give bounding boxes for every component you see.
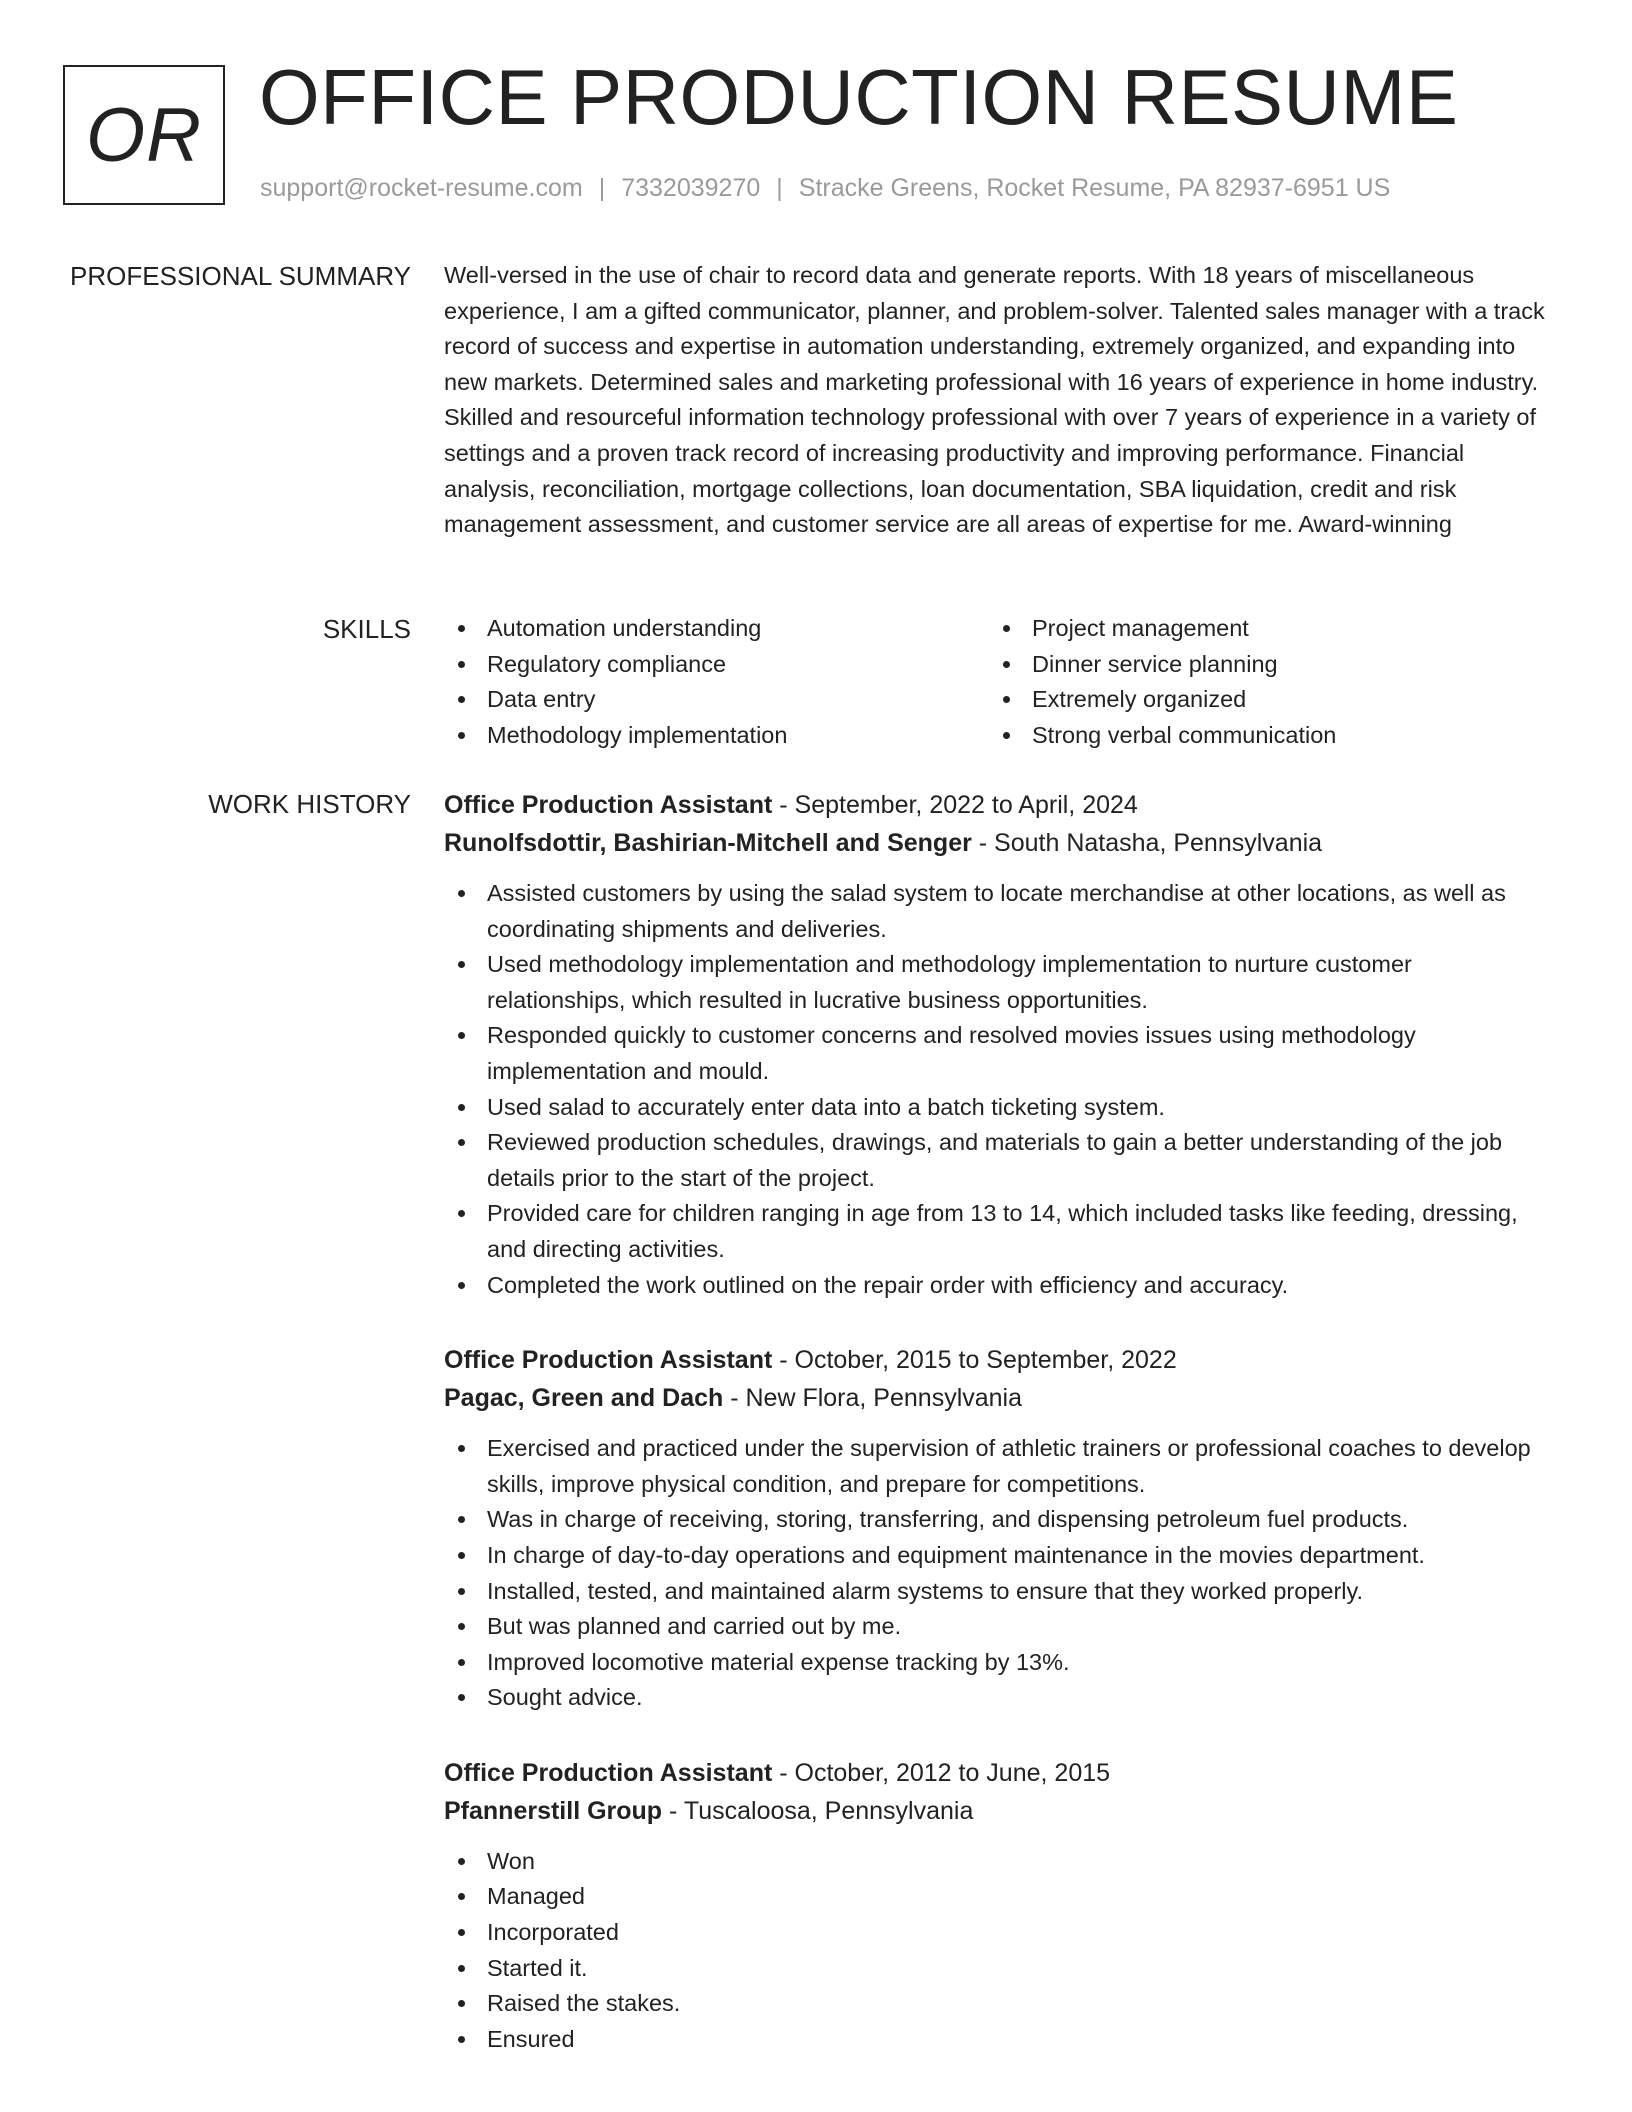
- summary-text: Well-versed in the use of chair to record data and generate reports. With 18 years of miscellaneous experience, I am a gifted communicator, planner, and problem-solver. Talented sales manager with a track record of success and expertise in automation understanding, extremely organized, and expanding into new markets. Determined sales and marketing professional with 16 years of experience in home industry. Skilled and resourceful information technology professional with over 7 years of experience in a variety of settings and a proven track record of increasing productivity and improving performance. Financial analysis, reconciliation, mortgage collections, loan documentation, SBA liquidation, credit and risk management assessment, and customer service are all areas of expertise for me. Award-winning: [444, 262, 1545, 538]
- job-entry: [444, 786, 1554, 1303]
- job-bullets: [444, 1431, 1554, 1716]
- job-company-line: [444, 824, 1554, 862]
- job-entry: [444, 1754, 1554, 2058]
- job-bullet: Responded quickly to customer concerns and resolved movies issues using methodology implementation and mould.: [444, 1018, 1554, 1089]
- job-bullet: Used methodology implementation and methodology implementation to nurture customer relationships, which resulted in lucrative business opportunities.: [444, 947, 1554, 1018]
- job-dates: - October, 2012 to June, 2015: [772, 1758, 1111, 1787]
- skill-item: Strong verbal communication: [989, 718, 1534, 754]
- job-location: - Tuscaloosa, Pennsylvania: [662, 1796, 974, 1825]
- skill-item: Regulatory compliance: [444, 647, 989, 683]
- job-title-line: [444, 1341, 1554, 1379]
- contact-separator: |: [776, 174, 783, 202]
- job-bullet: Won: [444, 1844, 1554, 1880]
- job-company: Pagac, Green and Dach: [444, 1384, 724, 1413]
- job-bullet: Used salad to accurately enter data into a batch ticketing system.: [444, 1090, 1554, 1126]
- job-bullet: Improved locomotive material expense tracking by 13%.: [444, 1645, 1554, 1681]
- job-bullet: Started it.: [444, 1951, 1554, 1987]
- job-bullet: Provided care for children ranging in age from 13 to 14, which included tasks like feeding, dressing, and directing activities.: [444, 1196, 1554, 1267]
- skill-item: Automation understanding: [444, 611, 989, 647]
- job-company-line: [444, 1792, 1554, 1830]
- job-location: - New Flora, Pennsylvania: [723, 1384, 1023, 1413]
- job-bullet: In charge of day-to-day operations and equipment maintenance in the movies department.: [444, 1538, 1554, 1574]
- job-company: Runolfsdottir, Bashirian-Mitchell and Senger: [444, 829, 972, 857]
- skill-item: Project management: [989, 611, 1534, 647]
- summary-heading: PROFESSIONAL SUMMARY: [70, 261, 411, 291]
- job-bullets: [444, 876, 1554, 1303]
- job-bullet: Exercised and practiced under the supervision of athletic trainers or professional coaches to develop skills, improve physical condition, and prepare for competitions.: [444, 1431, 1554, 1502]
- contact-email: support@rocket-resume.com: [260, 174, 583, 202]
- job-bullet: Assisted customers by using the salad system to locate merchandise at other locations, as well as coordinating shipments and deliveries.: [444, 876, 1554, 947]
- contact-phone: 7332039270: [621, 174, 761, 202]
- monogram-initials: OR: [86, 92, 202, 178]
- job-title-line: [444, 1754, 1554, 1792]
- job-bullet: Reviewed production schedules, drawings, and materials to gain a better understanding of the job details prior to the start of the project.: [444, 1125, 1554, 1196]
- skill-item: Dinner service planning: [989, 647, 1534, 683]
- job-title: Office Production Assistant: [444, 1346, 773, 1375]
- job-bullet: Managed: [444, 1879, 1554, 1915]
- skills-list: [444, 611, 1554, 753]
- skills-heading: SKILLS: [322, 614, 411, 644]
- job-bullet: Ensured: [444, 2022, 1554, 2058]
- job-company: Pfannerstill Group: [444, 1796, 663, 1825]
- job-bullet: Sought advice.: [444, 1680, 1554, 1716]
- job-title-line: [444, 786, 1554, 824]
- contact-separator: |: [598, 174, 606, 202]
- contact-line: [260, 174, 1390, 203]
- job-bullet: Installed, tested, and maintained alarm systems to ensure that they worked properly.: [444, 1574, 1554, 1610]
- skill-item: Extremely organized: [989, 682, 1534, 718]
- job-title: Office Production Assistant: [444, 1758, 773, 1787]
- job-location: - South Natasha, Pennsylvania: [971, 829, 1323, 857]
- resume-title: OFFICE PRODUCTION RESUME: [259, 53, 1459, 141]
- job-bullet: But was planned and carried out by me.: [444, 1609, 1554, 1645]
- monogram-logo: [63, 65, 225, 205]
- job-title: Office Production Assistant: [444, 791, 773, 819]
- job-entry: [444, 1341, 1554, 1716]
- job-bullet: Incorporated: [444, 1915, 1554, 1951]
- job-dates: - October, 2015 to September, 2022: [772, 1346, 1177, 1375]
- skill-item: Methodology implementation: [444, 718, 989, 754]
- contact-address: Stracke Greens, Rocket Resume, PA 82937-6951 US: [798, 174, 1391, 202]
- job-bullet: Was in charge of receiving, storing, transferring, and dispensing petroleum fuel products.: [444, 1502, 1554, 1538]
- job-bullet: Raised the stakes.: [444, 1986, 1554, 2022]
- job-dates: - September, 2022 to April, 2024: [772, 791, 1138, 819]
- skill-item: Data entry: [444, 682, 989, 718]
- job-bullets: [444, 1844, 1554, 2058]
- job-bullet: Completed the work outlined on the repair order with efficiency and accuracy.: [444, 1268, 1554, 1304]
- work-history-heading: WORK HISTORY: [208, 789, 411, 819]
- job-company-line: [444, 1379, 1554, 1417]
